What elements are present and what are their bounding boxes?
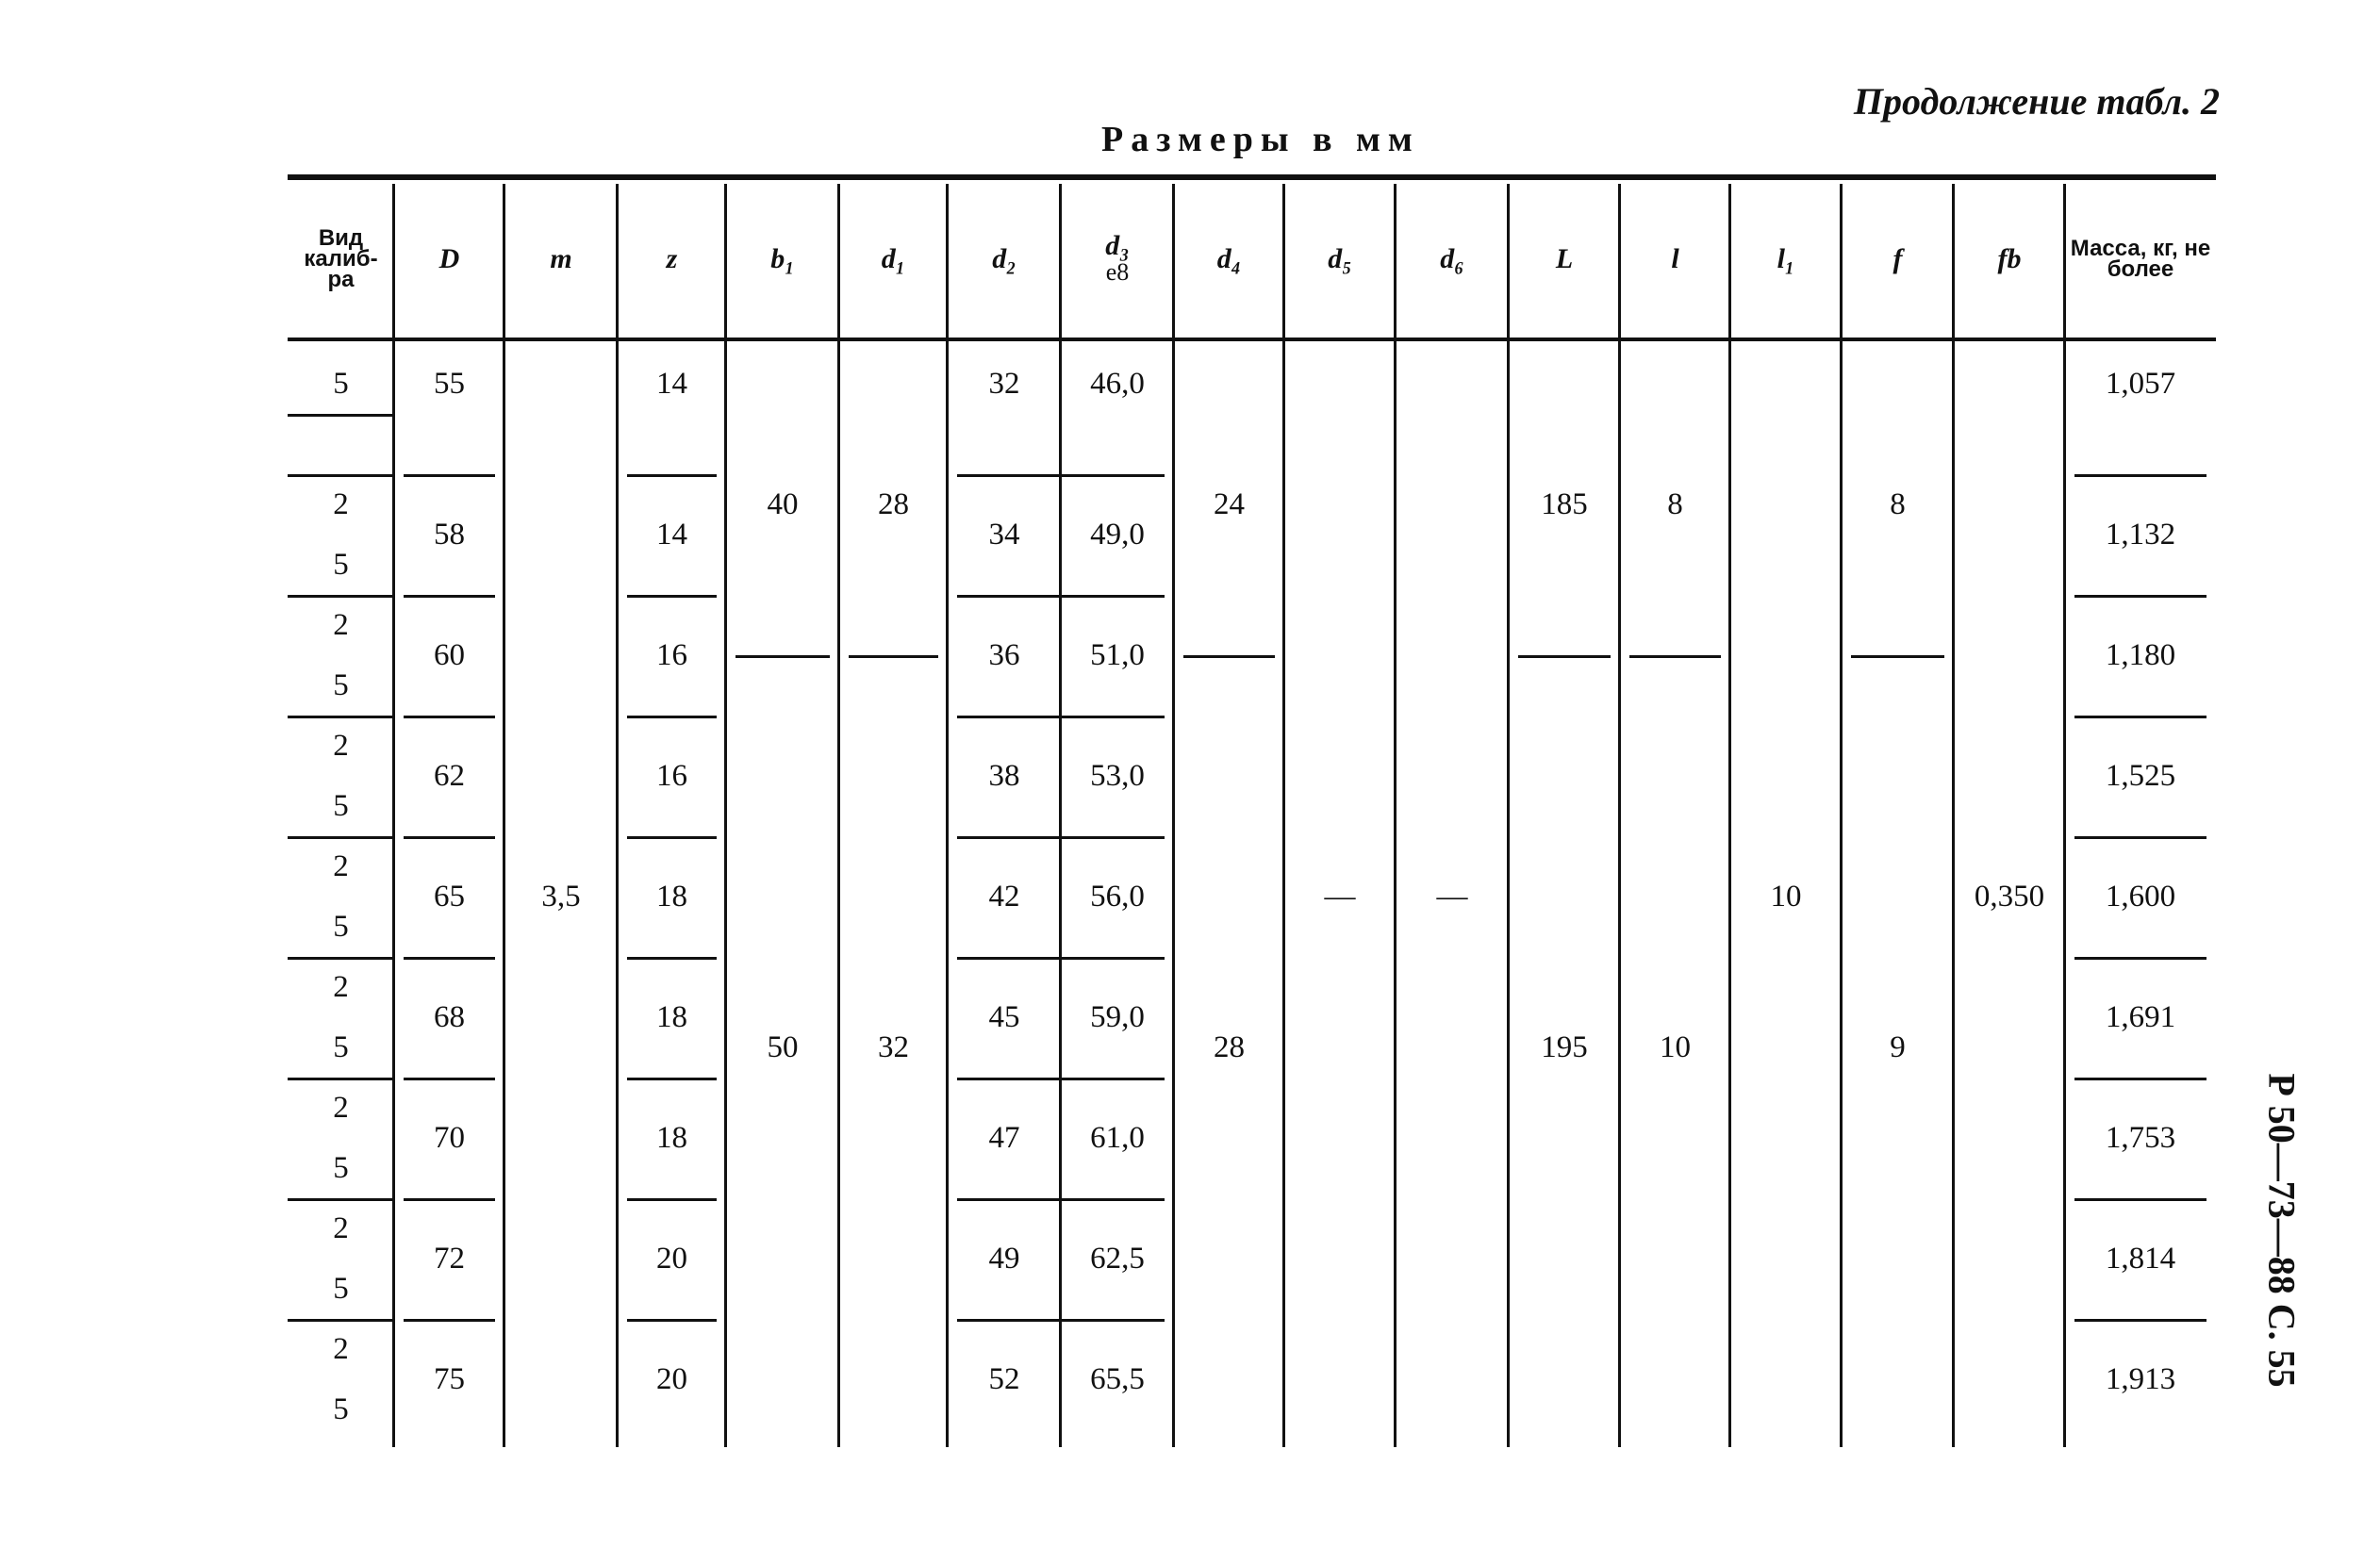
vid-value-top: 2 (333, 1331, 349, 1366)
row-rule (957, 1198, 1165, 1201)
units-caption: Размеры в мм (1101, 120, 1420, 159)
z-value: 14 (656, 517, 687, 552)
vid-value-bottom: 5 (333, 1150, 349, 1185)
continuation-title: Продолжение табл. 2 (1853, 80, 2220, 123)
row-rule (627, 1198, 717, 1201)
d4-bottom: 28 (1214, 1029, 1245, 1064)
vid-value: 5 (333, 366, 349, 401)
header-d3-stack (1105, 230, 1130, 286)
header-l (1620, 184, 1730, 335)
row-rule (957, 1319, 1165, 1322)
row-rule (2074, 595, 2206, 598)
mass-value: 1,913 (2105, 1361, 2176, 1396)
d3-value: 59,0 (1090, 999, 1145, 1034)
vid-value-bottom: 5 (333, 909, 349, 944)
header-d4-symbol: d₄ (1216, 243, 1242, 274)
header-f (1842, 184, 1954, 335)
l-top: 8 (1667, 486, 1683, 521)
vid-value-bottom: 5 (333, 1029, 349, 1064)
d3-value: 51,0 (1090, 637, 1145, 672)
header-d3 (1061, 184, 1174, 335)
vid-value-bottom: 5 (333, 547, 349, 582)
header-d4 (1174, 184, 1284, 335)
d3-value: 62,5 (1090, 1241, 1145, 1276)
vid-value-bottom: 5 (333, 1271, 349, 1306)
fb-value: 0,350 (1974, 879, 2045, 914)
row-rule (288, 414, 394, 417)
z-value: 18 (656, 999, 687, 1034)
header-b1-symbol: b₁ (770, 243, 795, 274)
header-d6 (1396, 184, 1509, 335)
f-top: 8 (1890, 486, 1906, 521)
row-rule (404, 957, 495, 960)
z-value: 18 (656, 1120, 687, 1155)
z-value: 20 (656, 1241, 687, 1276)
header-m (504, 184, 618, 335)
d2-value: 34 (988, 517, 1020, 552)
header-mass (2065, 184, 2216, 335)
vid-value-top: 2 (333, 728, 349, 763)
header-l-symbol: l (1671, 243, 1679, 274)
header-vid (288, 184, 394, 335)
vid-value-bottom: 5 (333, 667, 349, 702)
header-d2 (948, 184, 1061, 335)
l-bottom: 10 (1660, 1029, 1691, 1064)
row-rule (2074, 474, 2206, 477)
row-rule (627, 1078, 717, 1080)
row-rule (404, 1078, 495, 1080)
header-m-symbol: m (550, 243, 572, 274)
row-rule (404, 716, 495, 718)
header-l1 (1730, 184, 1842, 335)
row-rule (404, 836, 495, 839)
row-rule (957, 595, 1165, 598)
vid-value-top: 2 (333, 969, 349, 1004)
z-value: 18 (656, 879, 687, 914)
L-bottom: 195 (1541, 1029, 1588, 1064)
row-rule (627, 595, 717, 598)
row-rule (2074, 957, 2206, 960)
row-rule (627, 716, 717, 718)
header-d3-tolerance: e8 (1105, 258, 1130, 286)
mass-value: 1,753 (2105, 1120, 2176, 1155)
row-rule (627, 957, 717, 960)
d2-value: 52 (988, 1361, 1020, 1396)
mass-value: 1,814 (2105, 1241, 2176, 1276)
row-rule (627, 836, 717, 839)
D-value: 65 (434, 879, 465, 914)
row-rule (2074, 716, 2206, 718)
row-rule (2074, 1078, 2206, 1080)
header-b1 (726, 184, 839, 335)
row-rule (957, 474, 1165, 477)
d3-value: 56,0 (1090, 879, 1145, 914)
d6-dash: — (1436, 879, 1468, 914)
D-value: 60 (434, 637, 465, 672)
mass-value: 1,132 (2105, 517, 2176, 552)
d1-top: 28 (878, 486, 909, 521)
vid-value-bottom: 5 (333, 1392, 349, 1426)
z-value: 14 (656, 366, 687, 401)
header-L (1509, 184, 1620, 335)
vid-value-top: 2 (333, 486, 349, 521)
row-rule (2074, 836, 2206, 839)
vid-value-top: 2 (333, 607, 349, 642)
d2-value: 36 (988, 637, 1020, 672)
d3-value: 53,0 (1090, 758, 1145, 793)
row-rule (404, 1198, 495, 1201)
row-rule (627, 1319, 717, 1322)
z-value: 20 (656, 1361, 687, 1396)
vid-value-bottom: 5 (333, 788, 349, 823)
header-d6-symbol: d₆ (1440, 243, 1464, 274)
vid-value-top: 2 (333, 1090, 349, 1125)
mass-value: 1,691 (2105, 999, 2176, 1034)
header-d5-symbol: d₅ (1328, 243, 1352, 274)
vid-value-top: 2 (333, 848, 349, 883)
d2-value: 32 (988, 366, 1020, 401)
header-l1-symbol: l₁ (1777, 243, 1795, 274)
l1-value: 10 (1770, 879, 1802, 914)
header-z-symbol: z (666, 243, 678, 274)
row-rule (627, 474, 717, 477)
row-rule (957, 957, 1165, 960)
header-d2-symbol: d₂ (992, 243, 1016, 274)
d1-bottom: 32 (878, 1029, 909, 1064)
header-fb-symbol: fb (1997, 243, 2022, 274)
side-code-text: Р 50—73—88 С. 55 (2260, 1073, 2304, 1388)
row-rule (957, 1078, 1165, 1080)
row-rule (2074, 1319, 2206, 1322)
header-d3-symbol: d₃ (1105, 230, 1130, 261)
D-value: 58 (434, 517, 465, 552)
header-D (394, 184, 504, 335)
d2-value: 38 (988, 758, 1020, 793)
header-d1 (839, 184, 948, 335)
header-L-symbol: L (1555, 243, 1574, 274)
D-value: 75 (434, 1361, 465, 1396)
row-rule (957, 716, 1165, 718)
mass-value: 1,525 (2105, 758, 2176, 793)
D-value: 68 (434, 999, 465, 1034)
top-rule (288, 174, 2216, 180)
f-bottom: 9 (1890, 1029, 1906, 1064)
d2-value: 42 (988, 879, 1020, 914)
m-value: 3,5 (541, 879, 581, 914)
d3-value: 46,0 (1090, 366, 1145, 401)
d3-value: 65,5 (1090, 1361, 1145, 1396)
row-rule (2074, 1198, 2206, 1201)
header-z (618, 184, 726, 335)
header-mass-label: Масса, кг, не более (2070, 236, 2211, 282)
b1-bottom: 50 (767, 1029, 799, 1064)
mass-value: 1,057 (2105, 366, 2176, 401)
d2-value: 47 (988, 1120, 1020, 1155)
D-value: 62 (434, 758, 465, 793)
d2-value: 45 (988, 999, 1020, 1034)
d3-value: 49,0 (1090, 517, 1145, 552)
header-d1-symbol: d₁ (881, 243, 906, 274)
row-rule (404, 1319, 495, 1322)
row-rule (404, 474, 495, 477)
side-page-code (2225, 1051, 2339, 1409)
b1-top: 40 (767, 486, 799, 521)
mass-value: 1,600 (2105, 879, 2176, 914)
D-value: 55 (434, 366, 465, 401)
d2-value: 49 (988, 1241, 1020, 1276)
row-rule (957, 836, 1165, 839)
D-value: 72 (434, 1241, 465, 1276)
vid-value-top: 2 (333, 1210, 349, 1245)
D-value: 70 (434, 1120, 465, 1155)
d5-dash: — (1324, 879, 1356, 914)
header-fb (1954, 184, 2065, 335)
d3-value: 61,0 (1090, 1120, 1145, 1155)
z-value: 16 (656, 637, 687, 672)
header-vid-label: Вид калиб-ра (304, 225, 378, 292)
d4-top: 24 (1214, 486, 1245, 521)
header-f-symbol: f (1892, 243, 1903, 274)
row-rule (404, 595, 495, 598)
L-top: 185 (1541, 486, 1588, 521)
header-d5 (1284, 184, 1396, 335)
mass-value: 1,180 (2105, 637, 2176, 672)
header-rule (288, 338, 2216, 341)
z-value: 16 (656, 758, 687, 793)
header-D-symbol: D (438, 243, 460, 274)
